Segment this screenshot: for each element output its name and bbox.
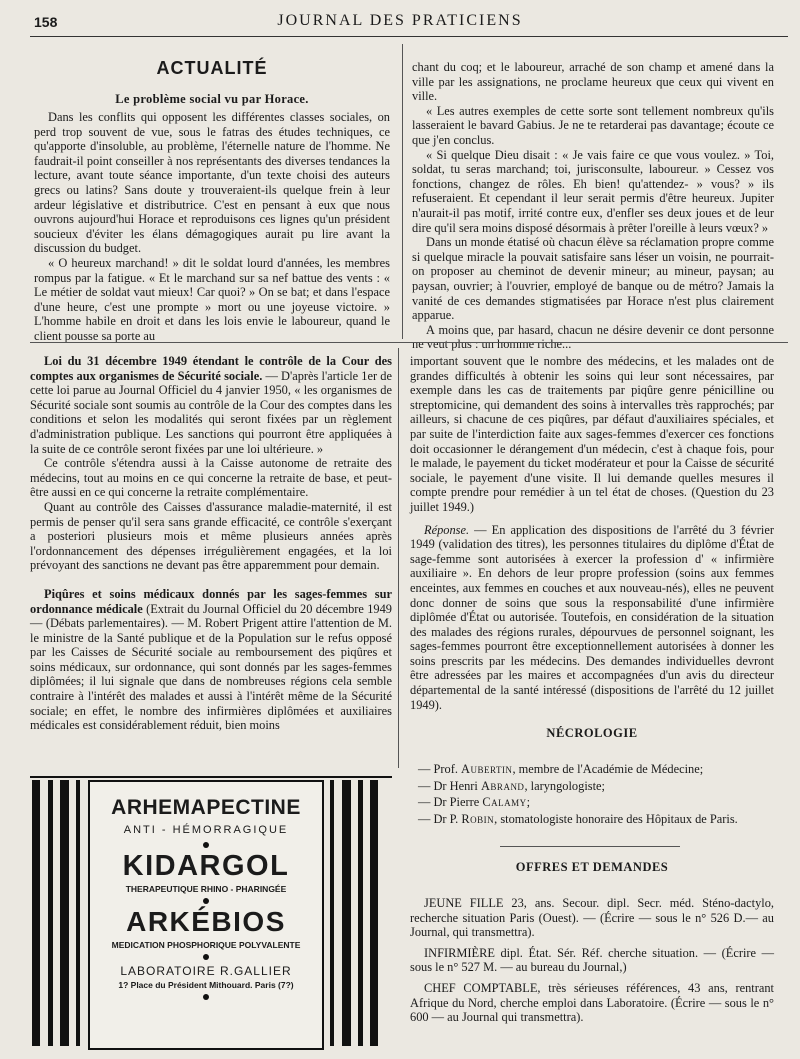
loi-paragraph [30, 354, 392, 456]
necrologie-title: NÉCROLOGIE [546, 726, 638, 740]
loi-lead: Loi du 31 décembre 1949 étendant le contrôle de la Cour des comptes aux organismes de Sécurité sociale. [30, 354, 392, 383]
reponse-paragraph [410, 523, 774, 713]
ad-stripe [370, 780, 378, 1046]
ad-top-rule [30, 776, 392, 778]
paragraph: Quant au contrôle des Caisses d'assurance maladie-maternité, il est permis de penser qu'il sera sans grande efficacité, ce contrôle s'exerçant a posteriori plusieurs mois et même plusieurs années après l'ordonnancement des dépenses irrégulièrement engagées, et la loi prévoyant des sanctions ne devant pas être apparemment pour demain. [30, 499, 392, 573]
paragraph: Dans un monde étatisé où chacun élève sa réclamation propre comme si quelque miracle la pouvait satisfaire sans léser un voisin, ne pourrait-on proposer au cheminot de devenir mineur; au mineur, paysan; au paysan, ouvrier; à l'ouvrier, employé de banque ou de métro? Jamais la vanité de ces demandes stigmatisées par Horace n'est plus clairement apparue. [412, 235, 774, 323]
ad-dot [203, 954, 209, 960]
ad-brand-subtitle: ANTI - HÉMORRAGIQUE [123, 824, 289, 836]
necrologie-entry: — Dr P. Robin, stomatologiste honoraire des Hôpitaux de Paris. [418, 811, 738, 826]
paragraph: Dans les conflits qui opposent les différentes classes sociales, on perd trop souvent de vue, sous le fatras des études techniques, ce qu'apporte d'insoluble, au problème, l'éternelle nature de l'homme. Ne faudrait-il point conseiller à nos représentants des diverses tendances la lecture, avant toute séance importante, d'un texte choisi des auteurs grecs ou latins? Sans doute y trouveraient-ils quelque frein à leur ardeur législative et distributrice. C'est en pensant à eux que nous ouvrons aujourd'hui Horace et reproduisons ces lignes qu'un président soucieux d'éviter les élans démagogiques aurait pu lire avant la discussion du budget. [34, 110, 390, 256]
ad-stripe [330, 780, 334, 1046]
actualite-column-1 [34, 110, 390, 344]
offer-item: JEUNE FILLE 23, ans. Secour. dipl. Secr. méd. Sténo-dactylo, recherche situation Paris (Ouest). — (Écrire — sous le n° 526 D.— au Journal, qui transmettra). [410, 896, 774, 940]
ad-dot [203, 898, 209, 904]
paragraph: A moins que, par hasard, chacun ne désire devenir ce dont personne ne veut plus : un homme riche... [412, 322, 774, 352]
loi-column [30, 354, 392, 733]
ad-brand-subtitle: MEDICATION PHOSPHORIQUE POLYVALENTE [111, 940, 301, 950]
piqures-lead-tail: (Extrait du Journal Officiel du 20 décembre 1949 — (Débats parlementaires). — M. Robert Prigent attire l'attention de M. le ministre de la Santé publique et de la Population sur le refus opposé par les Caisses de Sécurité sociale au remboursement des piqûres et soins médicaux, sur ordonnance, qui sont donnés par les sages-femmes diplômées; il lui signale que dans de nombreuses régions cela semble contraire à l'intérêt des malades et aussi à l'intérêt même de la Sécurité sociale; en effet, le nombre des infirmières diplômées et auxiliaires médicales est considérablement réduit, bien moins [30, 601, 392, 733]
header-rule [30, 36, 788, 37]
necrologie-entry: — Dr Henri Abrand, laryngologiste; [418, 778, 605, 793]
ad-brand-arhemapectine: ARHEMAPECTINE [111, 796, 301, 819]
necrologie-entry: — Prof. Aubertin, membre de l'Académie de Médecine; [418, 762, 704, 776]
loi-lead-tail: — D'après l'article 1er de cette loi parue au Journal Officiel du 4 janvier 1950, « les organismes de Sécurité sociale sont soumis au contrôle de la Cour des comptes dans les conditions et selon les modalités qui seront fixées par un règlement d'administration publique. Les sanctions qui pourront être appliquées à la suite de ce contrôle seront fixées par une loi ultérieure. » [30, 368, 392, 456]
piqures-column-2 [410, 354, 774, 712]
piqures-lead: Piqûres et soins médicaux donnés par les sages-femmes sur ordonnance médicale [30, 586, 392, 616]
ad-brand-subtitle: THERAPEUTIQUE RHINO - PHARINGÉE [125, 884, 287, 894]
necrologie-list [418, 762, 774, 826]
ad-stripe [32, 780, 40, 1046]
journal-title: JOURNAL DES PRATICIENS [277, 12, 523, 29]
offres-title: OFFRES ET DEMANDES [515, 860, 669, 874]
piqures-paragraph [30, 587, 392, 733]
paragraph: important souvent que le nombre des médecins, et les malades ont de grandes difficultés à obtenir les soins qui leur sont nécessaires, par exemple dans les cas de traitements par piqûre genre pénicilline ou streptomicine, qui demandent des soins à intervalles très rapprochés; par ailleurs, si chacune de ces piqûres, par défaut d'auxiliaires spéciales, et par suite de l'interdiction faite aux sages-femmes d'exercer ces fonctions doit occasionner le dérangement d'un médecin, c'est à chaque fois, pour le malade, le payement du ticket modérateur et pour la Caisse de sécurité sociale, le payement d'une visite. Il lui demande quelles mesures il compte prendre pour remédier à un tel état de choses. (Question du 23 juillet 1949.) [410, 354, 774, 514]
advertisement-box [88, 780, 324, 1050]
offres-list [410, 896, 774, 1031]
ad-stripe [76, 780, 80, 1046]
actualite-column-2 [412, 60, 774, 352]
reponse-text: — En application des dispositions de l'arrêté du 3 février 1949 (validation des titres), les personnes titulaires du diplôme d'État de sage-femme sont autorisées à exercer la profession d' « infirmière auxiliaire ». En dehors de leur propre profession (soins aux femmes enceintes, aux femmes en couches et aux nouveau-nés), elles ne peuvent donc donner de soins que sous la responsabilité d'une infirmière diplômée d'État ou autorisée. Toutefois, en considération de la situation des malades des régions rurales, dépourvues de personnel soignant, les sages-femmes pourront être exceptionnellement autorisées à donner les soins prescrits par les médecins. Des demandes individuelles devront être adressées par les maires et accompagnées d'un avis du directeur départemental de la santé intéressé (dispositions de l'arrêté du 12 juillet 1949). [410, 522, 774, 712]
column-divider [398, 348, 399, 768]
ad-stripe [342, 780, 351, 1046]
offer-item: INFIRMIÈRE dipl. État. Sér. Réf. cherche situation. — (Écrire — sous le n° 527 M. — au bureau du Journal,) [410, 945, 774, 975]
section-rule [30, 342, 788, 343]
ad-address: 1? Place du Président Mithouard. Paris (7?) [118, 980, 294, 990]
section-title-actualite: ACTUALITÉ [156, 58, 268, 78]
ad-laboratory: LABORATOIRE R.GALLIER [120, 964, 292, 978]
short-rule [500, 846, 680, 847]
ad-brand-arkebios: ARKÉBIOS [126, 906, 286, 937]
ad-stripe [358, 780, 363, 1046]
ad-brand-kidargol: KIDARGOL [122, 850, 290, 882]
offer-item: CHEF COMPTABLE, très sérieuses références, 43 ans, rentrant Afrique du Nord, cherche emploi dans Laboratoire. (Écrire — sous le n° 600 — au Journal qui transmettra). [410, 980, 774, 1025]
ad-dot [203, 842, 209, 848]
paragraph: Ce contrôle s'étendra aussi à la Caisse autonome de retraite des médecins, tout au moins en ce qui concerne la retraite de base, et peut-être aussi en ce qui concerne la retraite complémentaire. [30, 456, 392, 500]
necrologie-entry: — Dr Pierre Calamy; [418, 795, 531, 810]
paragraph: « O heureux marchand! » dit le soldat lourd d'années, les membres rompus par la fatigue. « Et le marchand sur sa nef battue des vents : « Le métier de soldat vaut mieux! Car quoi? » On se bat; et dans l'espace d'une heure, c'est une prompte » mort ou une joyeuse victoire. » L'homme habile en droit et dans les lois envie le laboureur, quand le client pousse sa porte au [34, 255, 390, 343]
page-number: 158 [34, 14, 58, 30]
paragraph: chant du coq; et le laboureur, arraché de son champ et amené dans la ville par les assignations, ne proclame heureux que ceux qui vivent en ville. [412, 60, 774, 104]
reponse-label: Réponse. [424, 522, 470, 537]
ad-stripe [60, 780, 69, 1046]
paragraph: « Si quelque Dieu disait : « Je vais faire ce que vous voulez. » Toi, soldat, tu seras marchand; toi, jurisconsulte, laboureur. » Cessez vos fonctions, changez de rôles. Eh bien! qu'attendez- » vous? » ils refuseraient. Et cependant il leur serait permis d'être heureux. Jupiter n'aurait-il pas motif, irrité contre eux, d'enfler ses deux joues et de leur dire qu'il sera moins disposé désormais à prêter l'oreille à leurs vœux? » [412, 147, 774, 235]
column-divider [402, 44, 403, 339]
ad-stripe [48, 780, 53, 1046]
article-subtitle-horace: Le problème social vu par Horace. [115, 92, 309, 106]
paragraph: « Les autres exemples de cette sorte sont tellement nombreux qu'ils lasseraient le bavard Gabius. Je ne te retarderai pas davantage; écoute ce que j'en conclus. [412, 103, 774, 147]
ad-dot [203, 994, 209, 1000]
